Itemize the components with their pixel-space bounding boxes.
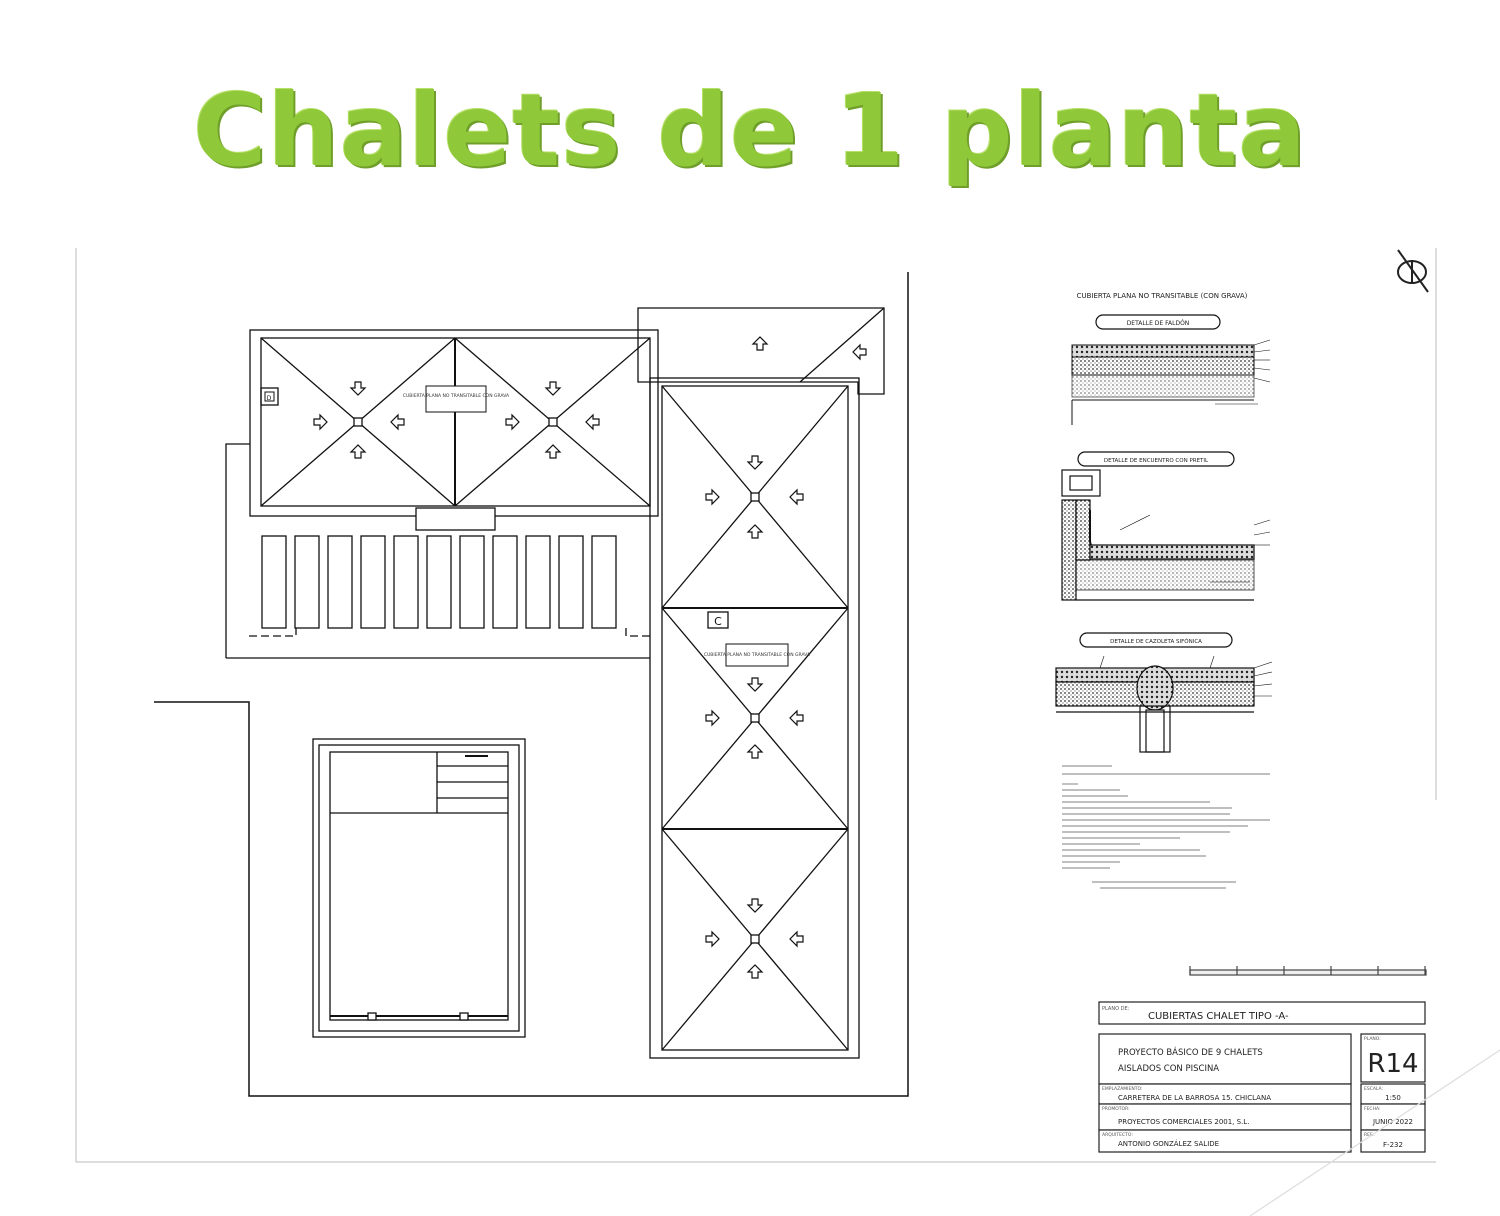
svg-text:D: D (266, 395, 272, 402)
roof-block-left (226, 330, 658, 658)
svg-text:ANTONIO GONZÁLEZ SALIDE: ANTONIO GONZÁLEZ SALIDE (1118, 1140, 1220, 1148)
svg-text:CUBIERTA PLANA NO TRANSITABLE: CUBIERTA PLANA NO TRANSITABLE CON GRAVA (402, 394, 510, 399)
page-title: Chalets de 1 planta (193, 72, 1307, 189)
svg-text:CUBIERTA PLANA NO TRANSITABLE: CUBIERTA PLANA NO TRANSITABLE (CON GRAVA) (1076, 292, 1248, 300)
pergola (249, 536, 650, 636)
svg-text:DETALLE DE FALDÓN: DETALLE DE FALDÓN (1126, 320, 1190, 327)
detail-cazoleta (1056, 656, 1272, 752)
roof-block-right (650, 378, 859, 1058)
svg-text:PLANO:: PLANO: (1364, 1037, 1381, 1042)
svg-text:CARRETERA DE LA BARROSA 15. CH: CARRETERA DE LA BARROSA 15. CHICLANA (1118, 1094, 1271, 1102)
svg-text:REF.:: REF.: (1364, 1133, 1375, 1138)
svg-text:EMPLAZAMIENTO:: EMPLAZAMIENTO: (1102, 1087, 1143, 1092)
details-legend (1062, 766, 1270, 888)
svg-text:PROMOTOR:: PROMOTOR: (1102, 1107, 1130, 1112)
detail-faldon (1072, 340, 1270, 425)
roof-top-triangle (638, 308, 884, 394)
construction-details (1056, 292, 1272, 888)
svg-text:R14: R14 (1367, 1049, 1419, 1079)
svg-text:DETALLE DE CAZOLETA SIFÓNICA: DETALLE DE CAZOLETA SIFÓNICA (1110, 639, 1202, 645)
svg-text:CUBIERTAS CHALET TIPO -A-: CUBIERTAS CHALET TIPO -A- (1148, 1011, 1289, 1022)
svg-text:1:50: 1:50 (1385, 1094, 1401, 1102)
svg-text:C: C (714, 615, 722, 628)
svg-text:ESCALA:: ESCALA: (1364, 1087, 1384, 1092)
swimming-pool (313, 739, 525, 1037)
graphic-scale (1190, 966, 1426, 975)
svg-text:DETALLE DE ENCUENTRO CON PRETI: DETALLE DE ENCUENTRO CON PRETIL (1103, 458, 1209, 464)
detail-pretil (1062, 470, 1270, 600)
svg-text:FECHA:: FECHA: (1364, 1107, 1381, 1112)
svg-text:JUNIO 2022: JUNIO 2022 (1372, 1118, 1414, 1126)
project-line-1: PROYECTO BÁSICO DE 9 CHALETS (1118, 1048, 1263, 1058)
north-arrow-icon (1398, 250, 1428, 292)
svg-text:PLANO DE:: PLANO DE: (1102, 1006, 1130, 1012)
svg-text:F-232: F-232 (1383, 1141, 1403, 1149)
svg-text:CUBIERTA PLANA NO TRANSITABLE: CUBIERTA PLANA NO TRANSITABLE CON GRAVA (703, 653, 811, 658)
svg-text:ARQUITECTO:: ARQUITECTO: (1102, 1133, 1133, 1138)
project-line-2: AISLADOS CON PISCINA (1118, 1064, 1220, 1074)
svg-text:PROYECTOS COMERCIALES 2001, S.: PROYECTOS COMERCIALES 2001, S.L. (1118, 1118, 1250, 1126)
